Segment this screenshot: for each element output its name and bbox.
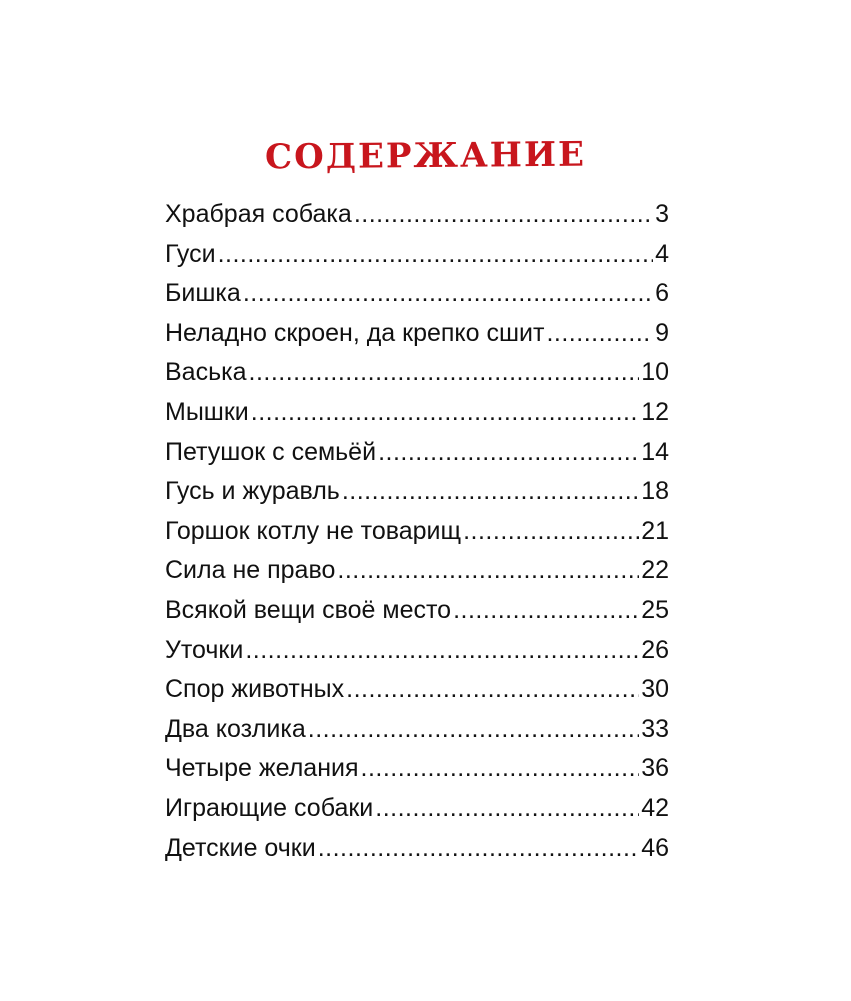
dot-leader [218, 240, 654, 269]
toc-entry-title: Горшок котлу не товарищ [165, 516, 462, 545]
table-of-contents [165, 200, 669, 873]
toc-entry-page: 4 [655, 239, 669, 268]
toc-entry-page: 10 [641, 358, 669, 387]
toc-entry-page: 33 [641, 714, 669, 743]
toc-entry-page: 3 [655, 200, 669, 228]
toc-entry-page: 42 [641, 793, 669, 822]
dot-leader [342, 477, 639, 506]
toc-entry [165, 279, 669, 319]
toc-entry-title: Гуси [165, 239, 216, 268]
toc-entry [165, 556, 669, 596]
toc-entry-title: Мышки [165, 397, 249, 426]
dot-leader [463, 517, 639, 546]
toc-entry-page: 14 [641, 437, 669, 466]
toc-entry-page: 25 [641, 595, 669, 624]
toc-entry [165, 517, 669, 557]
toc-entry-page: 6 [655, 279, 669, 308]
toc-entry-page: 18 [641, 477, 669, 506]
toc-entry-title: Спор животных [165, 675, 345, 704]
dot-leader [346, 675, 639, 704]
dot-leader [308, 715, 639, 744]
dot-leader [251, 398, 639, 427]
toc-entry [165, 794, 669, 834]
toc-entry-title: Неладно скроен, да крепко сшит [165, 318, 545, 347]
dot-leader [243, 279, 653, 308]
toc-entry-title: Васька [165, 358, 247, 387]
toc-entry-title: Гусь и журавль [165, 477, 340, 506]
dot-leader [361, 754, 640, 783]
toc-entry-page: 12 [641, 397, 669, 426]
toc-entry-title: Храбрая собака [165, 200, 352, 228]
toc-entry-page: 30 [641, 675, 669, 704]
dot-leader [375, 794, 639, 823]
dot-leader [453, 596, 639, 625]
dot-leader [318, 834, 639, 863]
toc-entry-page: 21 [641, 516, 669, 545]
toc-entry [165, 596, 669, 636]
toc-entry-title: Сила не право [165, 556, 336, 585]
page-title: СОДЕРЖАНИЕ [264, 134, 587, 178]
dot-leader [337, 556, 639, 585]
toc-entry-page: 46 [641, 833, 669, 862]
toc-entry-title: Четыре желания [165, 754, 359, 783]
toc-entry [165, 754, 669, 794]
dot-leader [245, 636, 639, 665]
toc-entry [165, 675, 669, 715]
toc-entry [165, 319, 669, 359]
toc-entry [165, 358, 669, 398]
dot-leader [249, 358, 640, 387]
dot-leader [546, 319, 653, 348]
toc-entry [165, 398, 669, 438]
toc-entry [165, 200, 669, 240]
toc-entry-title: Играющие собаки [165, 793, 374, 822]
dot-leader [354, 200, 653, 229]
toc-entry-page: 9 [655, 318, 669, 347]
toc-entry-title: Уточки [165, 635, 244, 664]
toc-entry-title: Два козлика [165, 714, 306, 743]
toc-entry [165, 834, 669, 874]
toc-entry-title: Петушок с семьёй [165, 437, 377, 466]
toc-entry-title: Детские очки [165, 833, 316, 862]
toc-entry [165, 636, 669, 676]
toc-entry [165, 438, 669, 478]
toc-entry-title: Всякой вещи своё место [165, 595, 452, 624]
toc-entry-page: 22 [641, 556, 669, 585]
toc-entry [165, 240, 669, 280]
toc-entry [165, 477, 669, 517]
toc-entry-page: 36 [641, 754, 669, 783]
toc-entry-page: 26 [641, 635, 669, 664]
dot-leader [378, 438, 639, 467]
toc-entry [165, 715, 669, 755]
toc-entry-title: Бишка [165, 279, 241, 308]
